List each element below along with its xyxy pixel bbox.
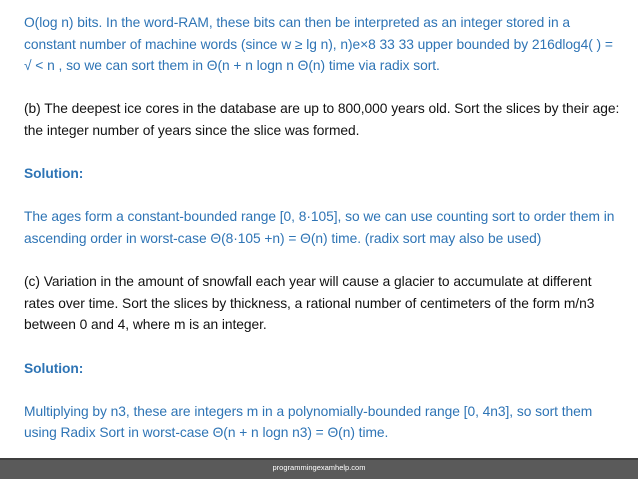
part-b-solution-text: The ages form a constant-bounded range [0, 8·105], so we can use counting sort to order them in ascending order in worst-case Θ(8·105 +n) = Θ(n) time. (radix sort may also be used) [24, 209, 615, 246]
part-c-question: (c) Variation in the amount of snowfall each year will cause a glacier to accumulate at different rates over time. Sort the slices by thickness, a rational number of centimeters of the form m/n3 between 0 and 4, where m is an integer. [24, 274, 595, 333]
footer-website: programmingexamhelp.com [272, 463, 366, 472]
spacer [24, 336, 624, 358]
spacer [24, 142, 624, 164]
intro-paragraph: O(log n) bits. In the word-RAM, these bits can then be interpreted as an integer stored in a constant number of machine words (since w ≥ lg n), n)e×8 33 33 upper bounded by 216dlog4( ) = √ < n , so we can sort them in Θ(n + n logn n Θ(n) time via radix sort. [24, 15, 613, 74]
spacer [24, 185, 624, 207]
spacer [24, 77, 624, 99]
slide-content [24, 12, 624, 444]
footer-bar [0, 458, 638, 479]
part-c-solution-text: Multiplying by n3, these are integers m in a polynomially-bounded range [0, 4n3], so sort them using Radix Sort in worst-case Θ(n + n logn n3) = Θ(n) time. [24, 403, 593, 441]
spacer [24, 250, 624, 272]
footer-divider [0, 458, 638, 460]
part-b-question: (b) The deepest ice cores in the database are up to 800,000 years old. Sort the slices by their age: the integer number of years since the slice was formed. [24, 101, 620, 138]
part-b-solution-heading: Solution: [24, 166, 84, 182]
part-c-solution-heading: Solution: [24, 360, 84, 376]
spacer [24, 379, 624, 401]
